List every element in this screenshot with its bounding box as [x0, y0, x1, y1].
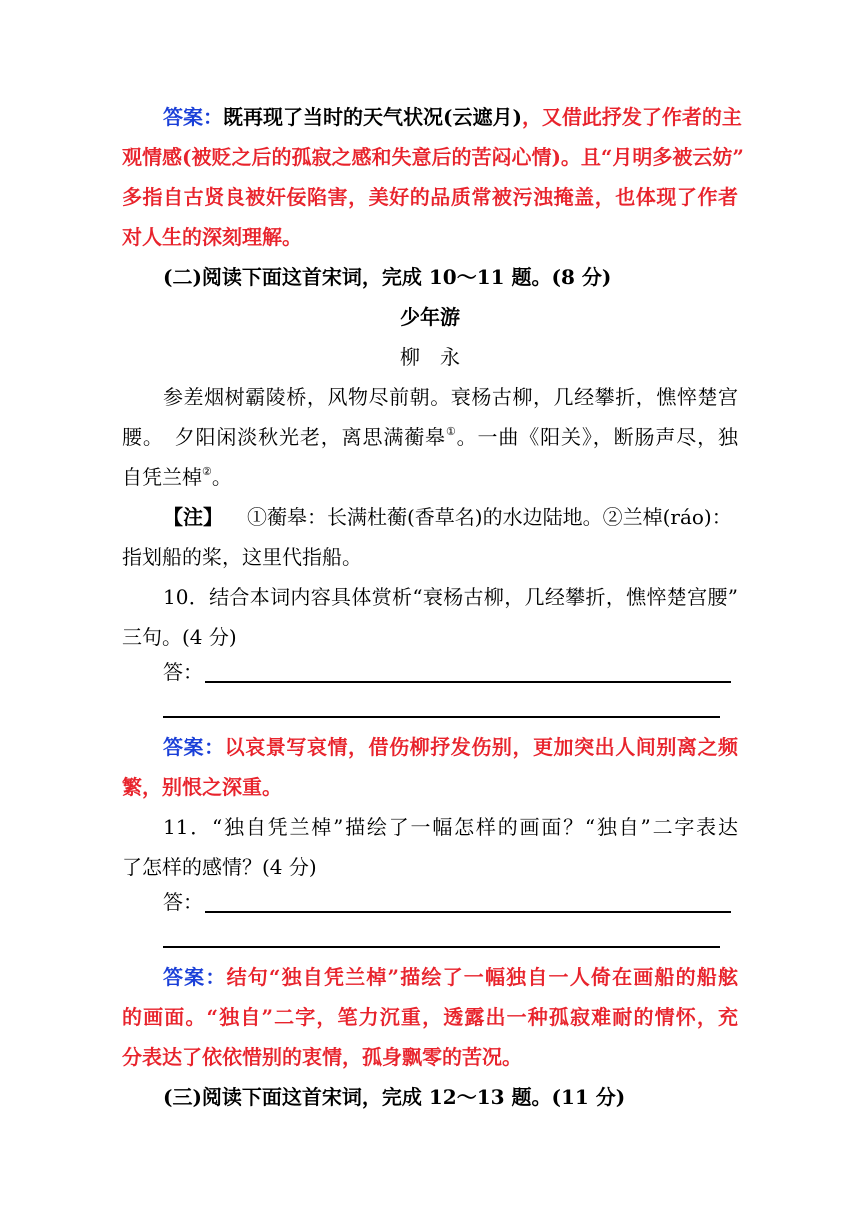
footnote-mark-1: ① [445, 425, 457, 438]
answer-label: 答案： [163, 735, 225, 759]
answer9-line3: 多指自古贤良被奸佞陷害，美好的品质常被污浊掩盖，也体现了作者 [122, 185, 738, 209]
poem-line3: 自凭兰棹②。 [122, 465, 232, 489]
q10-answer-prompt: 答： [163, 660, 203, 684]
answer9-text-red: ，又借此抒发了作者的主 [521, 105, 742, 129]
poem-title: 少年游 [400, 305, 460, 329]
note-line2: 指划船的桨，这里代指船。 [122, 545, 362, 569]
q10-answer-blank-1[interactable] [205, 681, 731, 683]
q10-line1: 10．结合本词内容具体赏析“衰杨古柳，几经攀折，憔悴楚宫腰” [163, 585, 738, 609]
answer-label: 答案： [163, 965, 227, 989]
section3-heading: (三)阅读下面这首宋词，完成 12～13 题。(11 分) [163, 1085, 626, 1109]
q11-line2: 了怎样的感情？(4 分) [122, 855, 317, 879]
answer11-line3: 分表达了依依惜别的衷情，孤身飘零的苦况。 [122, 1045, 522, 1069]
answer9-line4: 对人生的深刻理解。 [122, 225, 302, 249]
note-text: ①蘅皋：长满杜蘅(香草名)的水边陆地。②兰棹(ráo)： [247, 505, 732, 529]
note-label: 【注】 [163, 505, 223, 529]
answer9-line1 [163, 97, 742, 137]
answer10-line2: 繁，别恨之深重。 [122, 775, 282, 799]
q10-line2: 三句。(4 分) [122, 625, 237, 649]
footnote-mark-2: ② [202, 465, 212, 478]
answer11-line1: 答案：结句“独自凭兰棹”描绘了一幅独自一人倚在画船的船舷 [163, 965, 739, 989]
poem-line2: 腰。 夕阳闲淡秋光老，离思满蘅皋①。一曲《阳关》，断肠声尽，独 [122, 425, 738, 449]
poem-line1: 参差烟树霸陵桥，风物尽前朝。衰杨古柳，几经攀折，憔悴楚宫 [163, 385, 738, 409]
answer10-line1: 答案：以哀景写哀情，借伤柳抒发伤别，更加突出人间别离之频 [163, 735, 739, 759]
answer-label: 答案： [163, 105, 223, 129]
answer9-text-black: 既再现了当时的天气状况(云遮月) [223, 105, 522, 129]
q11-answer-blank-1[interactable] [205, 911, 731, 913]
section2-heading: (二)阅读下面这首宋词，完成 10～11 题。(8 分) [163, 265, 612, 289]
answer9-line2: 观情感(被贬之后的孤寂之感和失意后的苦闷心情)。且“月明多被云妨” [122, 145, 744, 169]
answer11-line2: 的画面。“独自”二字，笔力沉重，透露出一种孤寂难耐的情怀，充 [122, 1005, 738, 1029]
q11-answer-prompt: 答： [163, 890, 203, 914]
q10-answer-blank-2[interactable] [163, 716, 720, 718]
q11-line1: 11．“独自凭兰棹”描绘了一幅怎样的画面？“独自”二字表达 [163, 815, 738, 839]
poem-author: 柳 永 [400, 345, 460, 369]
note-line1 [163, 497, 738, 537]
q11-answer-blank-2[interactable] [163, 946, 720, 948]
